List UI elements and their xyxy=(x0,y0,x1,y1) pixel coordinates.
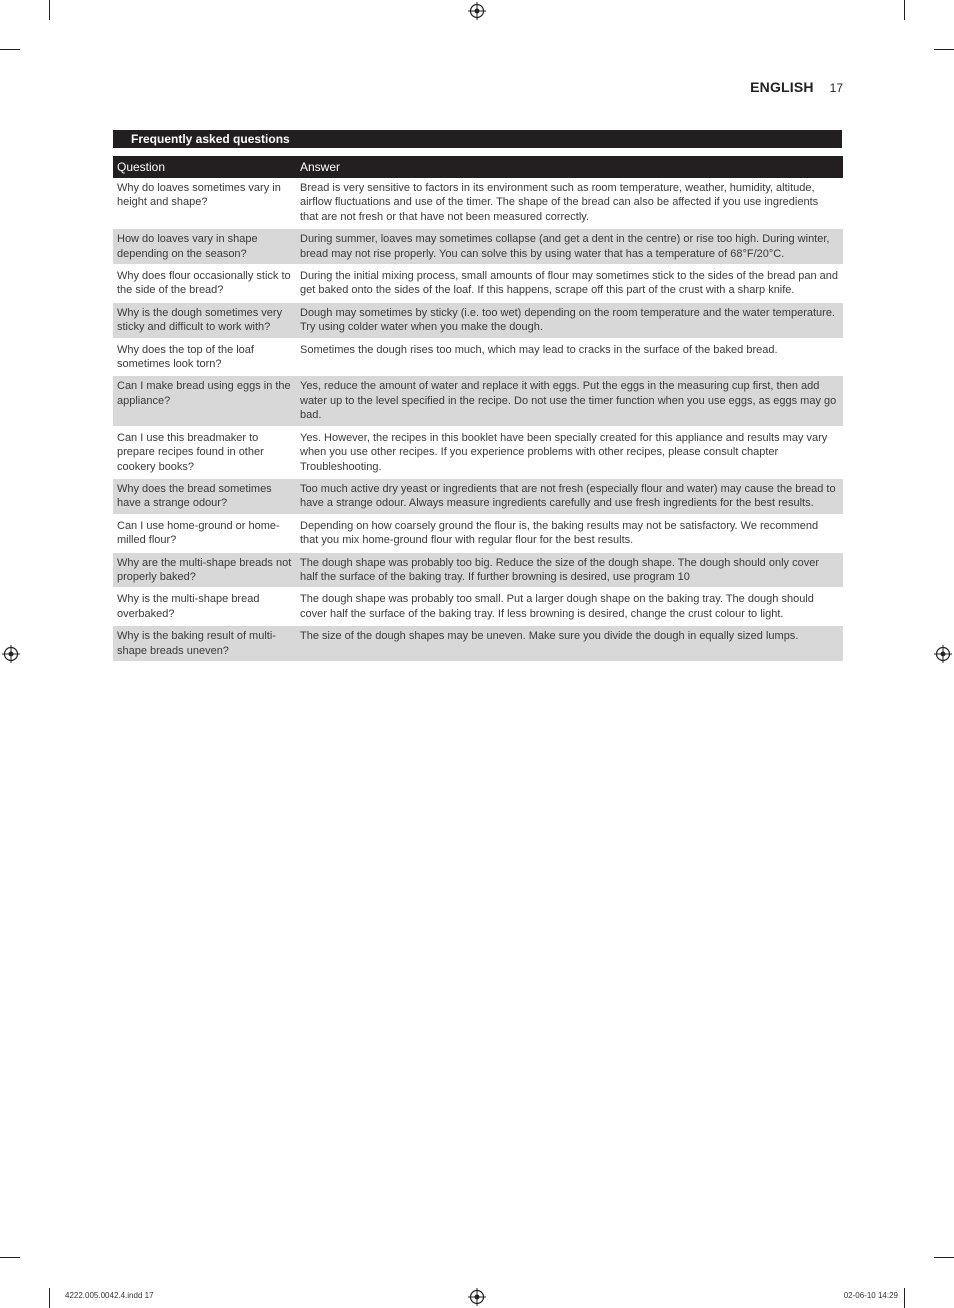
answer-cell: Bread is very sensitive to factors in its environment such as room temperature, weather, humidity, altitude, airflow fluctuations and use of the timer. The shape of the bread can also be affected if you use ingredients that are not fresh or that have not been measured correctly. xyxy=(296,178,843,228)
crop-mark xyxy=(904,1288,905,1308)
table-row xyxy=(113,588,843,625)
answer-cell: Depending on how coarsely ground the flour is, the baking results may not be satisfactory. We recommend that you mix home-ground flour with regular flour for the best results. xyxy=(296,515,843,552)
question-cell: How do loaves vary in shape depending on the season? xyxy=(113,228,296,265)
question-cell: Can I use this breadmaker to prepare recipes found in other cookery books? xyxy=(113,427,296,478)
column-header-question: Question xyxy=(113,156,296,178)
table-row xyxy=(113,339,843,376)
question-cell: Why are the multi-shape breads not properly baked? xyxy=(113,552,296,589)
table-row xyxy=(113,478,843,515)
language-label: ENGLISH xyxy=(750,79,814,95)
table-row xyxy=(113,515,843,552)
question-cell: Why is the multi-shape bread overbaked? xyxy=(113,588,296,625)
registration-mark-icon xyxy=(468,2,486,20)
table-row xyxy=(113,178,843,228)
table-row xyxy=(113,375,843,426)
answer-cell: Dough may sometimes by sticky (i.e. too wet) depending on the room temperature and the water temperature. Try using colder water when you make the dough. xyxy=(296,302,843,339)
answer-cell: During summer, loaves may sometimes collapse (and get a dent in the centre) or rise too high. During winter, bread may not rise properly. You can solve this by using water that has a temperature of 68°F/20°C. xyxy=(296,228,843,265)
crop-mark xyxy=(934,49,954,50)
footer-date-time: 02-06-10 14:29 xyxy=(843,1291,898,1300)
crop-mark xyxy=(49,0,50,20)
question-cell: Why does the bread sometimes have a strange odour? xyxy=(113,478,296,515)
answer-cell: The dough shape was probably too big. Reduce the size of the dough shape. The dough should only cover half the surface of the baking tray. If further browning is desired, use program 10 xyxy=(296,552,843,589)
crop-mark xyxy=(904,0,905,20)
table-row xyxy=(113,302,843,339)
question-cell: Why is the baking result of multi-shape breads uneven? xyxy=(113,625,296,662)
page-header xyxy=(600,79,843,95)
answer-cell: The size of the dough shapes may be uneven. Make sure you divide the dough in equally sized lumps. xyxy=(296,625,843,662)
section-title: Frequently asked questions xyxy=(113,130,842,148)
table-row xyxy=(113,228,843,265)
registration-mark-icon xyxy=(2,645,20,663)
answer-cell: Yes. However, the recipes in this booklet have been specially created for this appliance and results may vary when you use other recipes. If you experience problems with other recipes, please consult chapter Troubleshooting. xyxy=(296,427,843,478)
question-cell: Can I use home-ground or home-milled flour? xyxy=(113,515,296,552)
table-row xyxy=(113,625,843,662)
footer-file-info: 4222.005.0042.4.indd 17 xyxy=(65,1291,154,1300)
table-row xyxy=(113,427,843,478)
answer-cell: Too much active dry yeast or ingredients that are not fresh (especially flour and water) may cause the bread to have a strange odour. Always measure ingredients carefully and use fresh ingredients for the best results. xyxy=(296,478,843,515)
table-row xyxy=(113,552,843,589)
table-row xyxy=(113,265,843,302)
registration-mark-icon xyxy=(934,645,952,663)
crop-mark xyxy=(49,1288,50,1308)
registration-mark-icon xyxy=(468,1288,486,1306)
question-cell: Can I make bread using eggs in the appliance? xyxy=(113,375,296,426)
crop-mark xyxy=(0,49,20,50)
answer-cell: During the initial mixing process, small amounts of flour may sometimes stick to the sides of the bread pan and get baked onto the sides of the loaf. If this happens, scrape off this part of the crust with a sharp knife. xyxy=(296,265,843,302)
answer-cell: Yes, reduce the amount of water and replace it with eggs. Put the eggs in the measuring cup first, then add water up to the level specified in the recipe. Do not use the timer function when you use eggs, as eggs may go bad. xyxy=(296,375,843,426)
crop-mark xyxy=(0,1257,20,1258)
table-header-row xyxy=(113,156,843,178)
crop-mark xyxy=(934,1257,954,1258)
question-cell: Why does the top of the loaf sometimes look torn? xyxy=(113,339,296,376)
question-cell: Why does flour occasionally stick to the side of the bread? xyxy=(113,265,296,302)
question-cell: Why do loaves sometimes vary in height and shape? xyxy=(113,178,296,228)
column-header-answer: Answer xyxy=(296,156,843,178)
answer-cell: The dough shape was probably too small. Put a larger dough shape on the baking tray. The dough should cover half the surface of the baking tray. If less browning is desired, change the crust colour to light. xyxy=(296,588,843,625)
page-number: 17 xyxy=(829,81,843,95)
question-cell: Why is the dough sometimes very sticky and difficult to work with? xyxy=(113,302,296,339)
faq-table xyxy=(113,156,843,663)
answer-cell: Sometimes the dough rises too much, which may lead to cracks in the surface of the baked bread. xyxy=(296,339,843,376)
